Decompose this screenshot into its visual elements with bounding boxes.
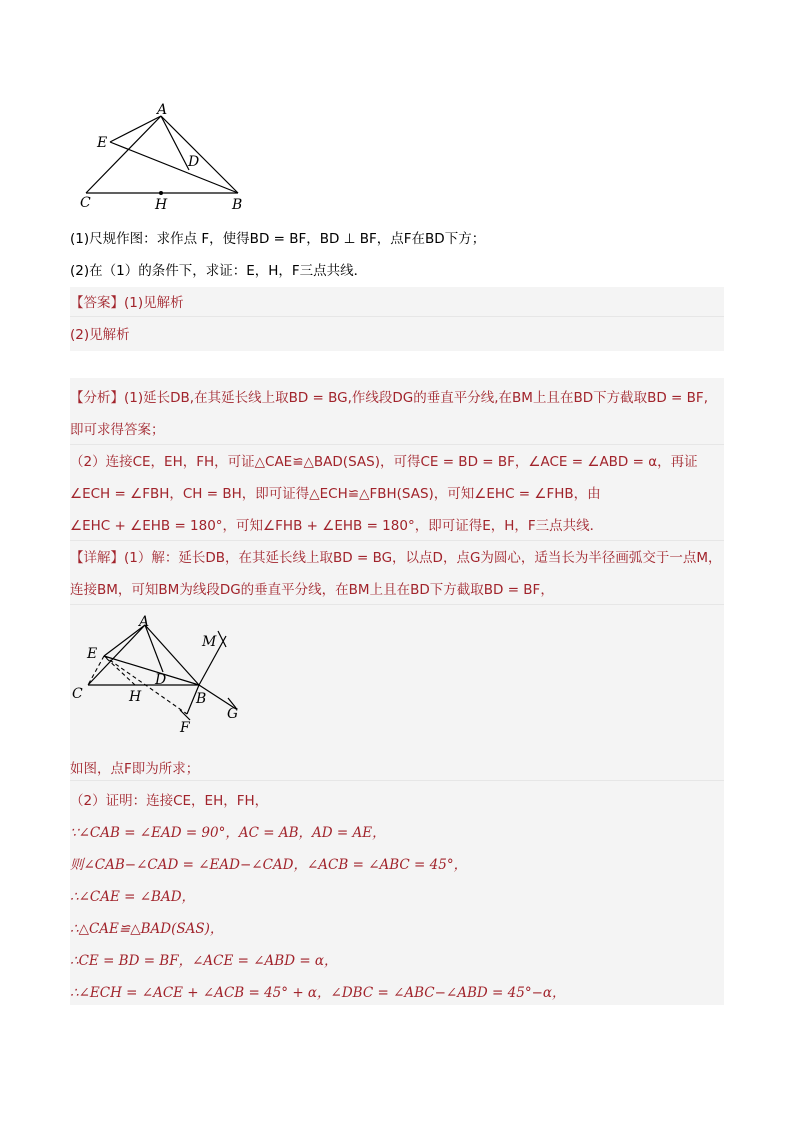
label-B: B xyxy=(232,197,243,213)
detail-line-1: 【详解】(1）解：延长DB，在其延长线上取BD = BG，以点D，点G为圆心，适当长为半径画弧交于一点M， xyxy=(70,550,722,566)
proof-line-5: ∴∠CAE = ∠BAD， xyxy=(70,889,196,905)
analysis-line-3: （2）连接CE，EH，FH，可证△CAE≌△BAD(SAS)，可得CE = BD = BF，∠ACE = ∠ABD = α，再证 xyxy=(70,454,698,470)
proof-line-3: ∵∠CAB = ∠EAD = 90°，AC = AB，AD = AE， xyxy=(70,825,386,841)
label-E: E xyxy=(97,135,108,151)
label-H: H xyxy=(129,689,142,705)
analysis-line-5: ∠EHC + ∠EHB = 180°，可知∠FHB + ∠EHB = 180°，即可证得E，H，F三点共线． xyxy=(70,518,604,534)
construction-figure-2 xyxy=(68,612,248,737)
proof-line-4: 则∠CAB−∠CAD = ∠EAD−∠CAD，∠ACB = ∠ABC = 45°， xyxy=(70,857,468,873)
proof-line-2: （2）证明：连接CE，EH，FH， xyxy=(70,793,269,809)
label-A: A xyxy=(157,102,168,118)
analysis-line-1: 【分析】(1)延长DB,在其延长线上取BD = BG,作线段DG的垂直平分线,在BM上且在BD下方截取BD = BF, xyxy=(70,390,708,406)
label-C: C xyxy=(80,195,91,211)
divider xyxy=(70,540,724,541)
label-G: G xyxy=(227,706,239,722)
proof-line-7: ∴CE = BD = BF，∠ACE = ∠ABD = α， xyxy=(70,953,338,969)
label-D: D xyxy=(188,154,200,170)
divider xyxy=(70,604,724,605)
proof-line-1: 如图，点F即为所求； xyxy=(70,761,200,777)
label-E: E xyxy=(87,646,98,662)
detail-line-2: 连接BM，可知BM为线段DG的垂直平分线，在BM上且在BD下方截取BD = BF， xyxy=(70,582,554,598)
answer-2: (2)见解析 xyxy=(70,327,130,343)
label-H: H xyxy=(155,197,168,213)
label-A: A xyxy=(139,614,150,630)
proof-line-8: ∴∠ECH = ∠ACE + ∠ACB = 45° + α，∠DBC = ∠ABC−∠ABD = 45°−α， xyxy=(70,985,566,1001)
question-2: (2)在（1）的条件下，求证：E，H，F三点共线． xyxy=(70,263,368,279)
label-M: M xyxy=(202,634,217,650)
label-F: F xyxy=(180,720,190,736)
proof-line-6: ∴△CAE≌△BAD(SAS)， xyxy=(70,921,224,937)
label-B: B xyxy=(196,691,207,707)
divider xyxy=(70,444,724,445)
analysis-line-4: ∠ECH = ∠FBH，CH = BH，即可证得△ECH≌△FBH(SAS)，可知∠EHC = ∠FHB，由 xyxy=(70,486,601,502)
divider xyxy=(70,316,724,317)
triangle-figure-1 xyxy=(76,98,256,213)
divider xyxy=(70,780,724,781)
analysis-line-2: 即可求得答案； xyxy=(70,422,165,438)
answer-1: 【答案】(1)见解析 xyxy=(70,295,184,311)
label-D: D xyxy=(155,672,167,688)
question-1: (1)尺规作图：求作点 F，使得BD = BF，BD ⊥ BF，点F在BD下方； xyxy=(70,231,486,247)
label-C: C xyxy=(72,686,83,702)
